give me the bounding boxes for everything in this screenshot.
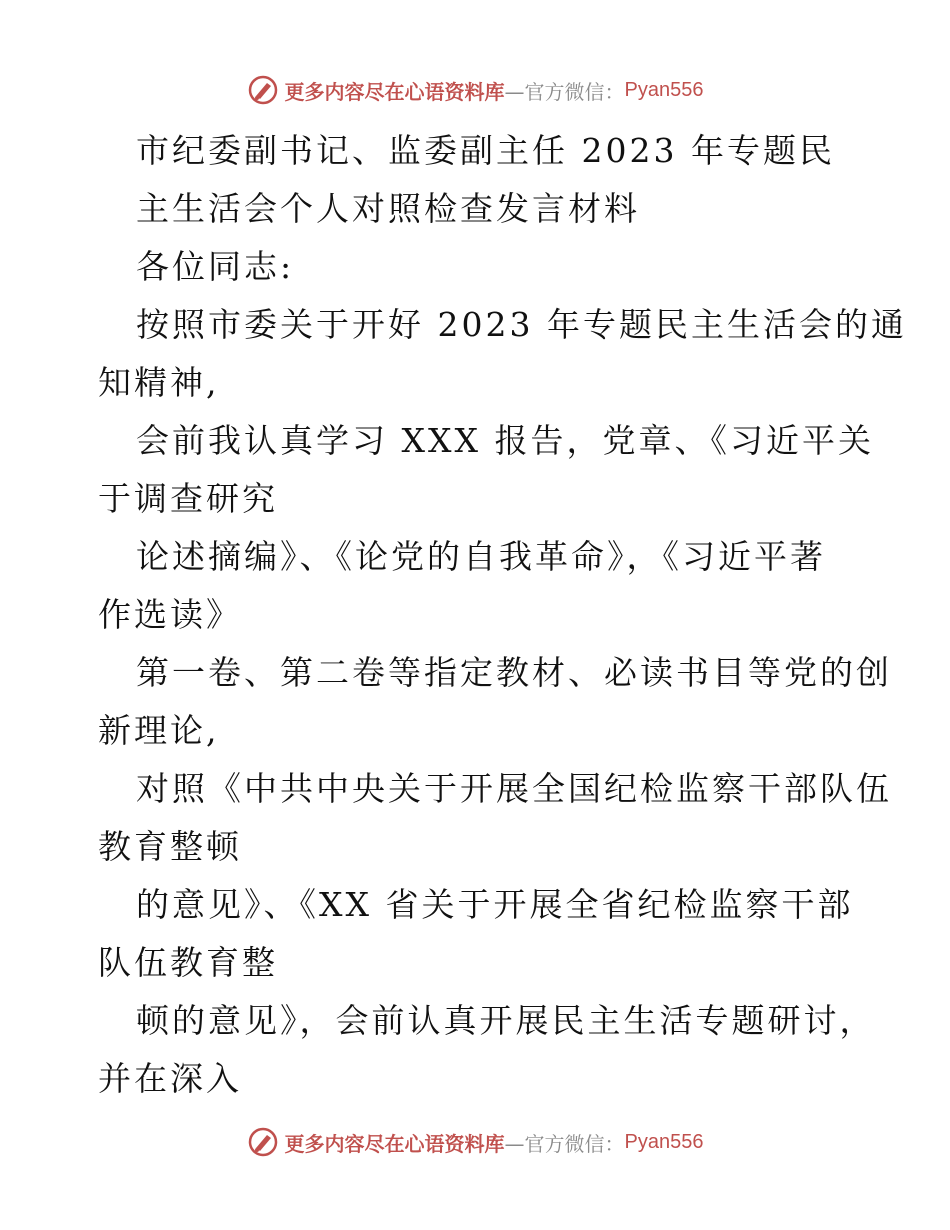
banner-separator-text: —官方微信：	[504, 79, 625, 104]
footer-banner	[0, 1122, 950, 1162]
salutation: 各位同志:	[136, 247, 295, 286]
paragraph-line: 于调查研究	[98, 479, 278, 518]
banner-wechat-id: Pyan556	[624, 1130, 704, 1153]
banner-separator-text: —官方微信：	[504, 1131, 625, 1156]
banner-wechat-id: Pyan556	[624, 78, 704, 101]
pen-seal-logo-icon	[247, 1126, 279, 1158]
paragraph-line: 队伍教育整	[98, 943, 278, 982]
paragraph-line: 第一卷、第二卷等指定教材、必读书目等党的创	[136, 653, 892, 692]
paragraph-line: 并在深入	[98, 1059, 242, 1098]
paragraph-line: 新理论,	[98, 711, 220, 750]
paragraph-line: 对照《中共中央关于开展全国纪检监察干部队伍	[136, 769, 892, 808]
paragraph-line: 顿的意见》，会前认真开展民主生活专题研讨，	[136, 1001, 876, 1040]
banner-main-text: 更多内容尽在心语资料库	[284, 1131, 505, 1156]
paragraph-line: 按照市委关于开好 2023 年专题民主生活会的通	[136, 305, 907, 344]
title-line-1: 市纪委副书记、监委副主任 2023 年专题民	[136, 131, 835, 170]
paragraph-line: 教育整顿	[98, 827, 242, 866]
paragraph-line: 的意见》、《XX 省关于开展全省纪检监察干部	[136, 885, 854, 924]
header-banner	[0, 70, 950, 110]
banner-main-text: 更多内容尽在心语资料库	[284, 79, 505, 104]
document-body	[98, 122, 907, 1108]
paragraph-line: 会前我认真学习 XXX 报告，党章、《习近平关	[136, 421, 874, 460]
title-line-2: 主生活会个人对照检查发言材料	[136, 189, 640, 228]
pen-seal-logo-icon	[247, 74, 279, 106]
paragraph-line: 论述摘编》、《论党的自我革命》，《习近平著	[136, 537, 826, 576]
paragraph-line: 知精神,	[98, 363, 220, 402]
paragraph-line: 作选读》	[98, 595, 242, 634]
